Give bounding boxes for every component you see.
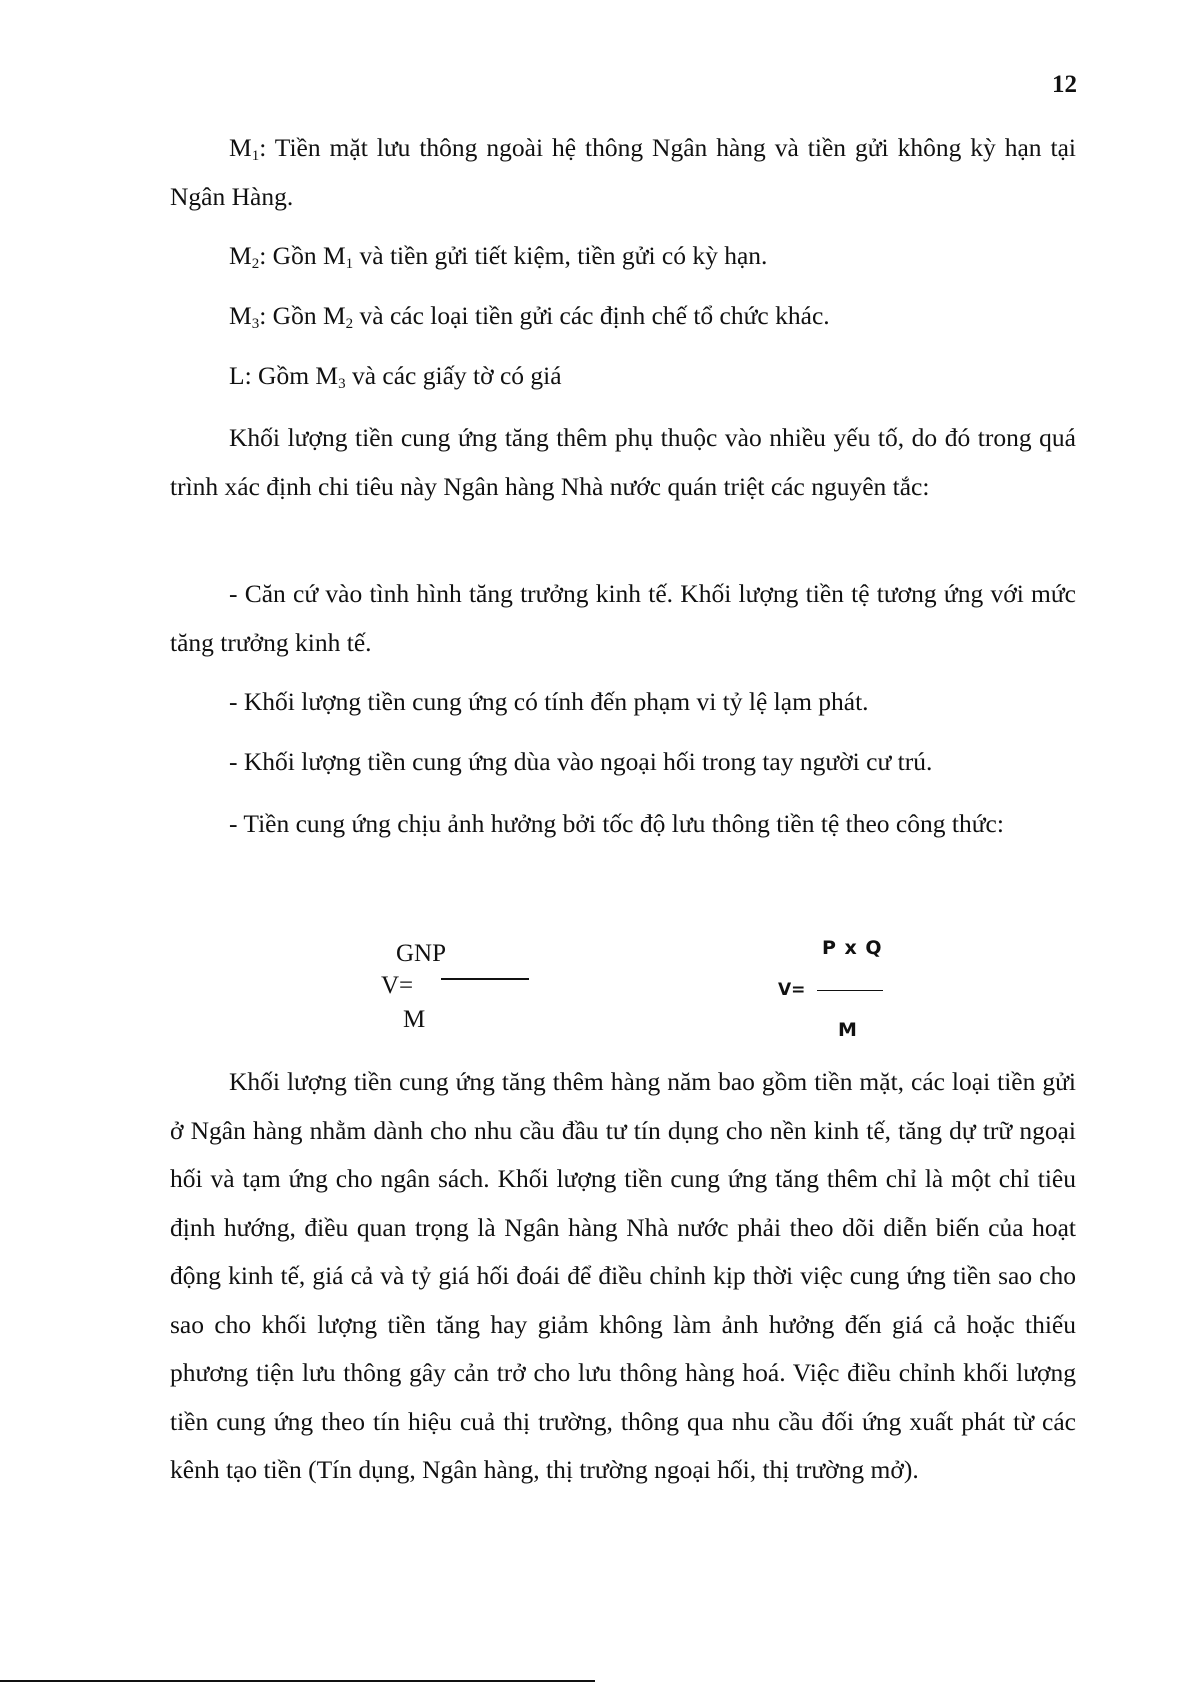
formula-pq-fraction-bar [817, 990, 883, 991]
definition-l-block [170, 352, 1076, 401]
bullet-3-block [170, 738, 1076, 787]
bullet-4-block [170, 800, 1076, 849]
formula-pq-lhs: V= [778, 980, 806, 1000]
bullet-foreign-exchange: - Khối lượng tiền cung ứng dùa vào ngoại hối trong tay người cư trú. [229, 747, 933, 776]
formula-pq-numerator: P x Q [822, 937, 883, 959]
intro-block [170, 414, 1076, 511]
page-number: 12 [1052, 71, 1077, 98]
definition-m1: $M_1$: Tiền mặt lưu thông ngoài hệ thông Ngân hàng và tiền gửi không kỳ hạn tại Ngân Hàng. [170, 133, 1076, 211]
definition-l: L: Gồm $M_3$ và các giấy tờ có giá [229, 361, 562, 392]
intro-paragraph: Khối lượng tiền cung ứng tăng thêm phụ thuộc vào nhiều yếu tố, do đó trong quá trình xác định chi tiêu này Ngân hàng Nhà nước quán triệt các nguyên tắc: [170, 423, 1076, 501]
bullet-growth: - Căn cứ vào tình hình tăng trưởng kinh tế. Khối lượng tiền tệ tương ứng với mức tăng trưởng kinh tế. [170, 579, 1076, 657]
bullet-inflation: - Khối lượng tiền cung ứng có tính đến phạm vi tỷ lệ lạm phát. [229, 687, 869, 716]
closing-block [170, 1058, 1076, 1495]
definition-m2: $M_2$: Gồn $M_1$ và tiền gửi tiết kiệm, tiền gửi có kỳ hạn. [229, 241, 768, 272]
formula-gnp-fraction-bar [441, 978, 529, 980]
definitions-block [170, 124, 1076, 221]
formula-gnp-numerator: GNP [396, 940, 447, 967]
definition-m3-block [170, 292, 1076, 341]
definition-m2-block [170, 232, 1076, 281]
bullet-2-block [170, 678, 1076, 727]
bullet-1-block [170, 570, 1076, 667]
closing-paragraph: Khối lượng tiền cung ứng tăng thêm hàng năm bao gồm tiền mặt, các loại tiền gửi ở Ngân hàng nhằm dành cho nhu cầu đầu tư tín dụng cho nền kinh tế, tăng dự trữ ngoại hối và tạm ứng cho ngân sách. Khối lượng tiền cung ứng tăng thêm chỉ là một chỉ tiêu định hướng, điều quan trọng là Ngân hàng Nhà nước phải theo dõi diễn biến của hoạt động kinh tế, giá cả và tỷ giá hối đoái để điều chỉnh kịp thời việc cung ứng tiền sao cho sao cho khối lượng tiền tăng hay giảm không làm ảnh hưởng đến giá cả hoặc thiếu phương tiện lưu thông gây cản trở cho lưu thông hàng hoá. Việc điều chỉnh khối lượng tiền cung ứng theo tín hiệu cuả thị trường, thông qua nhu cầu đối ứng xuất phát từ các kênh tạo tiền (Tín dụng, Ngân hàng, thị trường ngoại hối, thị trường mở). [170, 1067, 1076, 1484]
bullet-velocity: - Tiền cung ứng chịu ảnh hưởng bởi tốc độ lưu thông tiền tệ theo công thức: [229, 809, 1004, 838]
footer-rule [0, 1680, 595, 1682]
formula-pq-denominator: M [838, 1019, 857, 1041]
definition-m3: $M_3$: Gồn $M_2$ và các loại tiền gửi các định chế tổ chức khác. [229, 301, 830, 332]
formula-gnp-lhs: V= [381, 972, 414, 999]
formula-gnp-denominator: M [403, 1006, 426, 1033]
